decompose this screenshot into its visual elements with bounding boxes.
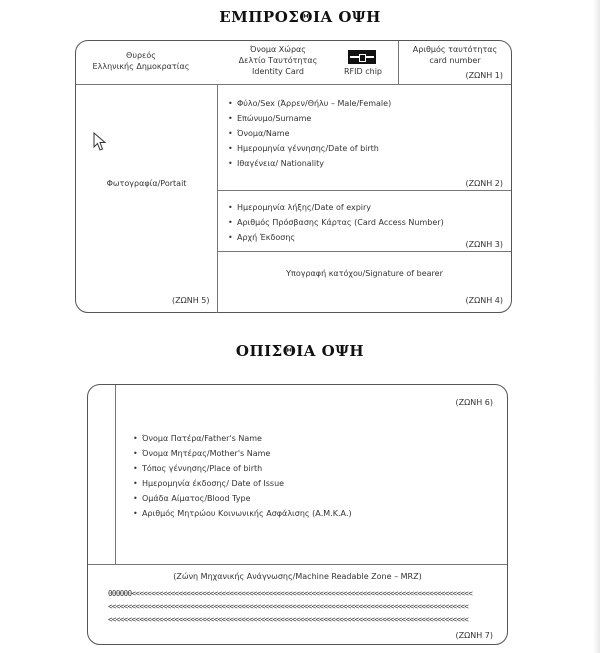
issuer-emblem-line2: Ελληνικής Δημοκρατίας — [92, 62, 190, 71]
zone-7-label: (ΖΩΝΗ 7) — [455, 631, 493, 640]
zone-2-label: (ΖΩΝΗ 2) — [465, 179, 503, 188]
photo-label: Φωτογραφία/Portait — [106, 179, 187, 188]
zone-5-label: (ΖΩΝΗ 5) — [172, 296, 210, 305]
list-item: • Φύλο/Sex (Άρρεν/Θήλυ – Male/Female) — [228, 96, 391, 111]
list-item: • Επώνυμο/Surname — [228, 111, 391, 126]
mouse-cursor-icon — [93, 132, 107, 152]
mrz-line-2: <<<<<<<<<<<<<<<<<<<<<<<<<<<<<<<<<<<<<<<<<<<<<<<<<<<<<<<<<<<<<<<<<<<<<<<<<<<<<<<<<<<<<<<<<<<< — [108, 602, 469, 611]
list-item: • Ημερομηνία λήξης/Date of expiry — [228, 200, 444, 215]
country-name: Όνομα Χώρας — [250, 45, 306, 54]
front-card — [75, 40, 512, 313]
list-item: • Τόπος γέννησης/Place of birth — [133, 461, 352, 476]
issuer-emblem-line1: Θυρεός — [126, 51, 156, 60]
header-divider — [76, 84, 511, 85]
back-left-divider — [115, 385, 116, 564]
list-item: • Όνομα Πατέρα/Father's Name — [133, 431, 352, 446]
zone-4-label: (ΖΩΝΗ 4) — [465, 296, 503, 305]
zone-6-label: (ΖΩΝΗ 6) — [455, 398, 493, 407]
rfid-chip-label: RFID chip — [344, 67, 382, 76]
card-number-label-english: card number — [429, 56, 481, 65]
document-title-greek: Δελτίο Ταυτότητας — [238, 56, 318, 65]
mrz-title: (Ζώνη Μηχανικής Ανάγνωσης/Machine Readable Zone – MRZ) — [173, 572, 422, 581]
additional-data-list — [133, 431, 352, 521]
personal-data-list — [228, 96, 391, 171]
front-side-heading: ΕΜΠΡΟΣΘΙΑ ΟΨΗ — [219, 8, 381, 26]
zone-3-label: (ΖΩΝΗ 3) — [465, 240, 503, 249]
list-item: • Αρχή Έκδοσης — [228, 230, 444, 245]
zone3-divider — [217, 251, 511, 252]
mrz-line-3: <<<<<<<<<<<<<<<<<<<<<<<<<<<<<<<<<<<<<<<<<<<<<<<<<<<<<<<<<<<<<<<<<<<<<<<<<<<<<<<<<<<<<<<<<<<< — [108, 615, 469, 624]
zone-1-label: (ΖΩΝΗ 1) — [465, 71, 503, 80]
list-item: • Ημερομηνία έκδοσης/ Date of Issue — [133, 476, 352, 491]
list-item: • Ιθαγένεια/ Nationality — [228, 156, 391, 171]
list-item: • Ομάδα Αίματος/Blood Type — [133, 491, 352, 506]
zone2-divider — [217, 190, 511, 191]
list-item: • Ημερομηνία γέννησης/Date of birth — [228, 141, 391, 156]
signature-label: Υπογραφή κατόχου/Signature of bearer — [286, 269, 443, 278]
mrz-line-1: 000000<<<<<<<<<<<<<<<<<<<<<<<<<<<<<<<<<<<<<<<<<<<<<<<<<<<<<<<<<<<<<<<<<<<<<<<<<<<<<<<<<<<<<<< — [108, 589, 473, 598]
document-title-english: Identity Card — [252, 67, 304, 76]
back-side-heading: ΟΠΙΣΘΙΑ ΟΨΗ — [235, 342, 365, 360]
page-edge-shadow — [593, 0, 600, 653]
list-item: • Αριθμός Μητρώου Κοινωνικής Ασφάλισης (Α.Μ.Κ.Α.) — [133, 506, 352, 521]
mrz-divider — [88, 564, 507, 565]
document-data-list — [228, 200, 444, 245]
back-card — [87, 384, 508, 645]
list-item: • Όνομα/Name — [228, 126, 391, 141]
rfid-chip-icon — [348, 50, 376, 64]
list-item: • Όνομα Μητέρας/Mother's Name — [133, 446, 352, 461]
list-item: • Αριθμός Πρόσβασης Κάρτας (Card Access Number) — [228, 215, 444, 230]
card-number-label-greek: Αριθμός ταυτότητας — [412, 45, 498, 54]
